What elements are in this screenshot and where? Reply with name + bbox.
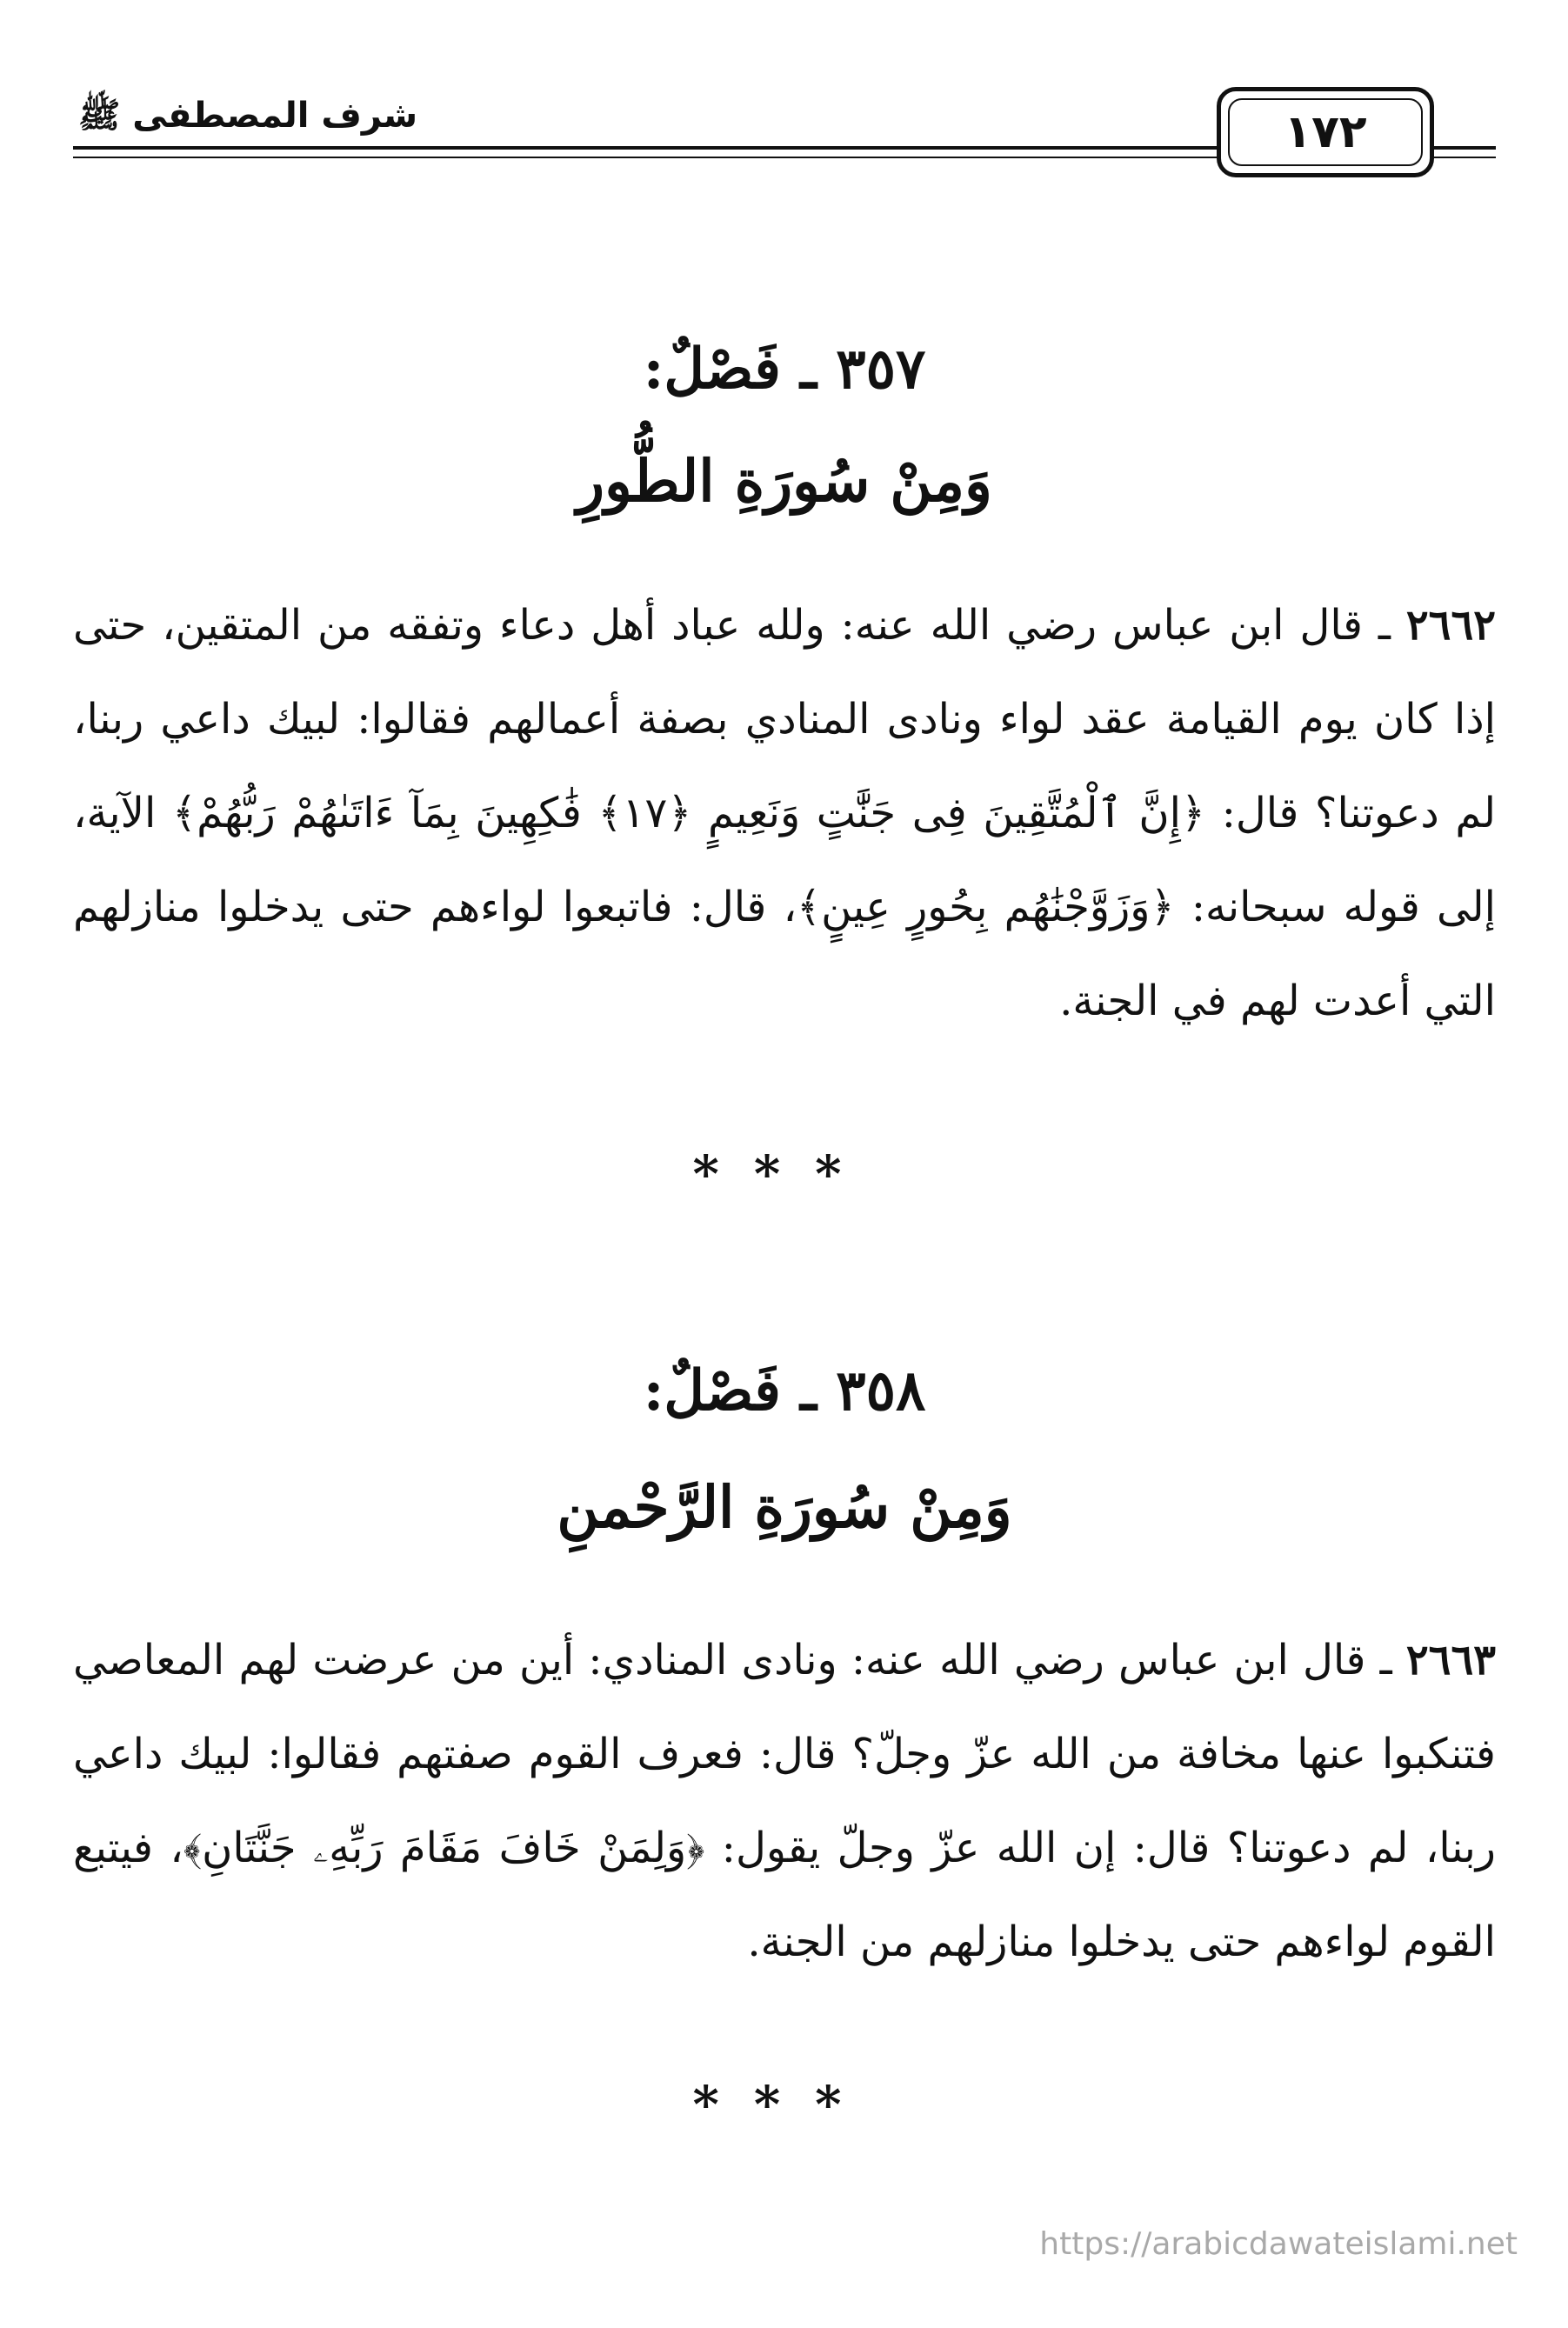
hadith-text: ـ قال ابن عباس رضي الله عنه: ولله عباد أهل دعاء وتفقه من المتقين، حتى إذا كان يوم القيامة عقد لواء ونادى المنادي بصفة أعمالهم فقالوا: لبيك داعي ربنا، لم دعوتنا؟ قال: ﴿إِنَّ ٱلْمُتَّقِينَ فِى جَنَّٰتٍ وَنَعِيمٍ ﴿١٧﴾ فَٰكِهِينَ بِمَآ ءَاتَىٰهُمْ رَبُّهُمْ﴾ الآية، إلى قوله سبحانه: ﴿وَزَوَّجْنَٰهُم بِحُورٍ عِينٍ﴾، قال: فاتبعوا لواءهم حتى يدخلوا منازلهم التي أعدت لهم في الجنة.	[73, 601, 1496, 1025]
section-heading: ٣٥٧ ـ فَصْلٌ:	[643, 337, 926, 402]
book-title: شرف المصطفى ﷺ	[73, 94, 417, 144]
section-subheading: وَمِنْ سُورَةِ الرَّحْمنِ	[557, 1473, 1012, 1541]
hadith-text: ـ قال ابن عباس رضي الله عنه: ونادى المنادي: أين من عرضت لهم المعاصي فتنكبوا عنها مخافة من الله عزّ وجلّ؟ قال: فعرف القوم صفتهم فقالوا: لبيك داعي ربنا، لم دعوتنا؟ قال: إن الله عزّ وجلّ يقول: ﴿وَلِمَنْ خَافَ مَقَامَ رَبِّهِۦ جَنَّتَانِ﴾، فيتبع القوم لواءهم حتى يدخلوا منازلهم من الجنة.	[73, 1636, 1497, 1966]
page-number: ١٧٢	[1228, 98, 1423, 166]
section-separator: ***	[692, 1144, 877, 1204]
hadith-number: ٢٦٦٢	[1405, 601, 1496, 650]
hadith-paragraph	[73, 1613, 1496, 1989]
watermark-url: https://arabicdawateislami.net	[1039, 2226, 1518, 2262]
page-number-frame	[1217, 87, 1434, 177]
section-separator: ***	[692, 2075, 877, 2134]
section-subheading: وَمِنْ سُورَةِ الطُّورِ	[577, 447, 992, 515]
running-header	[73, 87, 1496, 183]
section-heading: ٣٥٨ ـ فَصْلٌ:	[643, 1358, 926, 1424]
hadith-paragraph	[73, 578, 1496, 1048]
hadith-number: ٢٦٦٣	[1405, 1636, 1496, 1684]
